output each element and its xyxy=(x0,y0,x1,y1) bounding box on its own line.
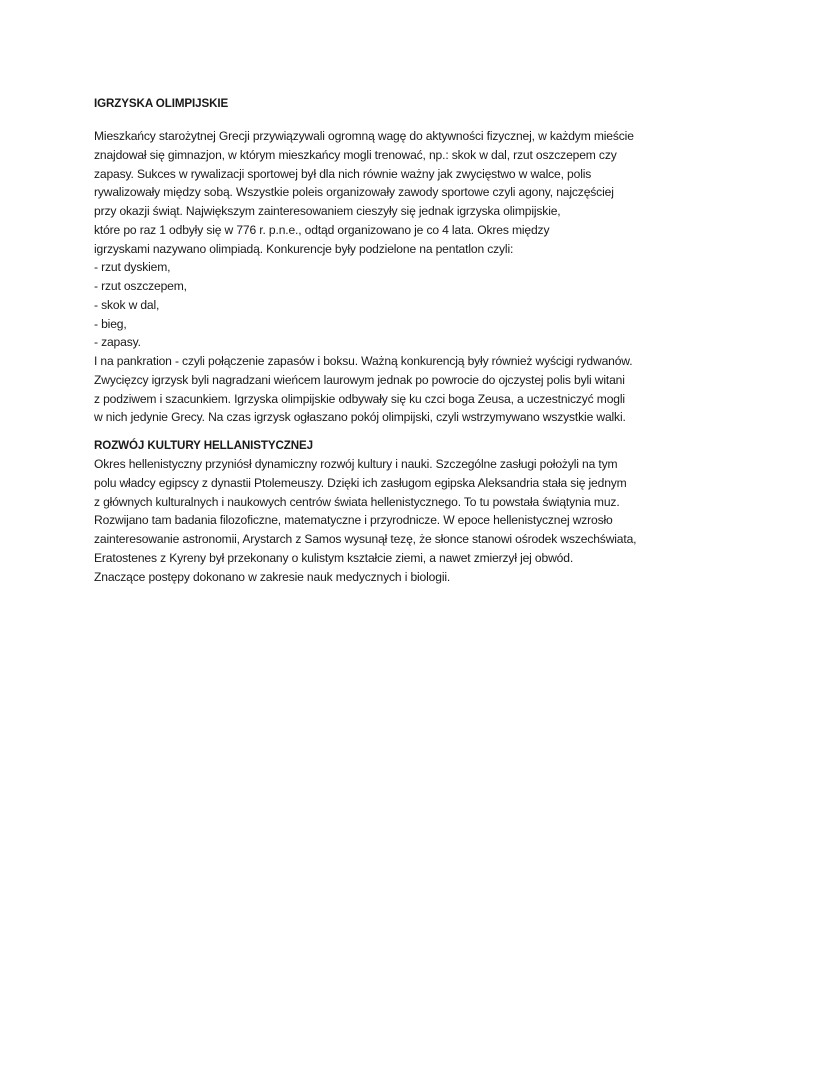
text-line: z podziwem i szacunkiem. Igrzyska olimpijskie odbywały się ku czci boga Zeusa, a uczestniczyć mogli xyxy=(94,391,625,406)
section-heading-olympics: IGRZYSKA OLIMPIJSKIE xyxy=(94,97,229,110)
text-line: znajdował się gimnazjon, w którym mieszkańcy mogli trenować, np.: skok w dal, rzut oszczepem czy xyxy=(94,147,617,162)
text-line: w nich jedynie Grecy. Na czas igrzysk ogłaszano pokój olimpijski, czyli wstrzymywano wszystkie walki. xyxy=(94,410,626,425)
text-line: Zwycięzcy igrzysk byli nagradzani wieńcem laurowym jednak po powrocie do ojczystej polis byli witani xyxy=(94,372,625,387)
text-line: igrzyskami nazywano olimpiadą. Konkurencje były podzielone na pentatlon czyli: xyxy=(94,241,514,256)
text-line: rywalizowały między sobą. Wszystkie poleis organizowały zawody sportowe czyli agony, najczęściej xyxy=(94,185,614,200)
text-line: - skok w dal, xyxy=(94,297,160,312)
text-line: które po raz 1 odbyły się w 776 r. p.n.e., odtąd organizowano je co 4 lata. Okres między xyxy=(94,222,550,237)
section-body-hellenistic-culture xyxy=(94,455,636,586)
text-line: Mieszkańcy starożytnej Grecji przywiązywali ogromną wagę do aktywności fizycznej, w każdym mieście xyxy=(94,129,634,143)
section-heading-hellenistic-culture: ROZWÓJ KULTURY HELLANISTYCZNEJ xyxy=(94,439,314,452)
text-line: - rzut oszczepem, xyxy=(94,279,187,293)
text-line: - zapasy. xyxy=(94,335,141,350)
text-line: polu władcy egipscy z dynastii Ptolemeuszy. Dzięki ich zasługom egipska Aleksandria stała się jednym xyxy=(94,475,627,490)
text-line: przy okazji świąt. Największym zainteresowaniem cieszyły się jednak igrzyska olimpijskie, xyxy=(94,204,561,218)
section-body-olympics xyxy=(94,127,634,427)
text-line: z głównych kulturalnych i naukowych centrów świata hellenistycznego. To tu powstała świątynia muz. xyxy=(94,494,620,509)
text-line: Znaczące postępy dokonano w zakresie nauk medycznych i biologii. xyxy=(94,569,451,584)
text-line: Eratostenes z Kyreny był przekonany o kulistym kształcie ziemi, a nawet zmierzył jej obwód. xyxy=(94,550,574,565)
text-line: Rozwijano tam badania filozoficzne, matematyczne i przyrodnicze. W epoce hellenistycznej wzrosło xyxy=(94,513,613,528)
text-line: zapasy. Sukces w rywalizacji sportowej był dla nich równie ważny jak zwycięstwo w walce, polis xyxy=(94,166,592,181)
text-line: - bieg, xyxy=(94,316,127,331)
text-line: - rzut dyskiem, xyxy=(94,260,171,275)
text-line: zainteresowanie astronomii, Arystarch z Samos wysunął tezę, że słonce stanowi ośrodek wszechświata, xyxy=(94,532,637,546)
text-line: I na pankration - czyli połączenie zapasów i boksu. Ważną konkurencją były również wyścigi rydwanów. xyxy=(94,354,633,368)
text-line: Okres hellenistyczny przyniósł dynamiczny rozwój kultury i nauki. Szczególne zasługi położyli na tym xyxy=(94,457,618,471)
